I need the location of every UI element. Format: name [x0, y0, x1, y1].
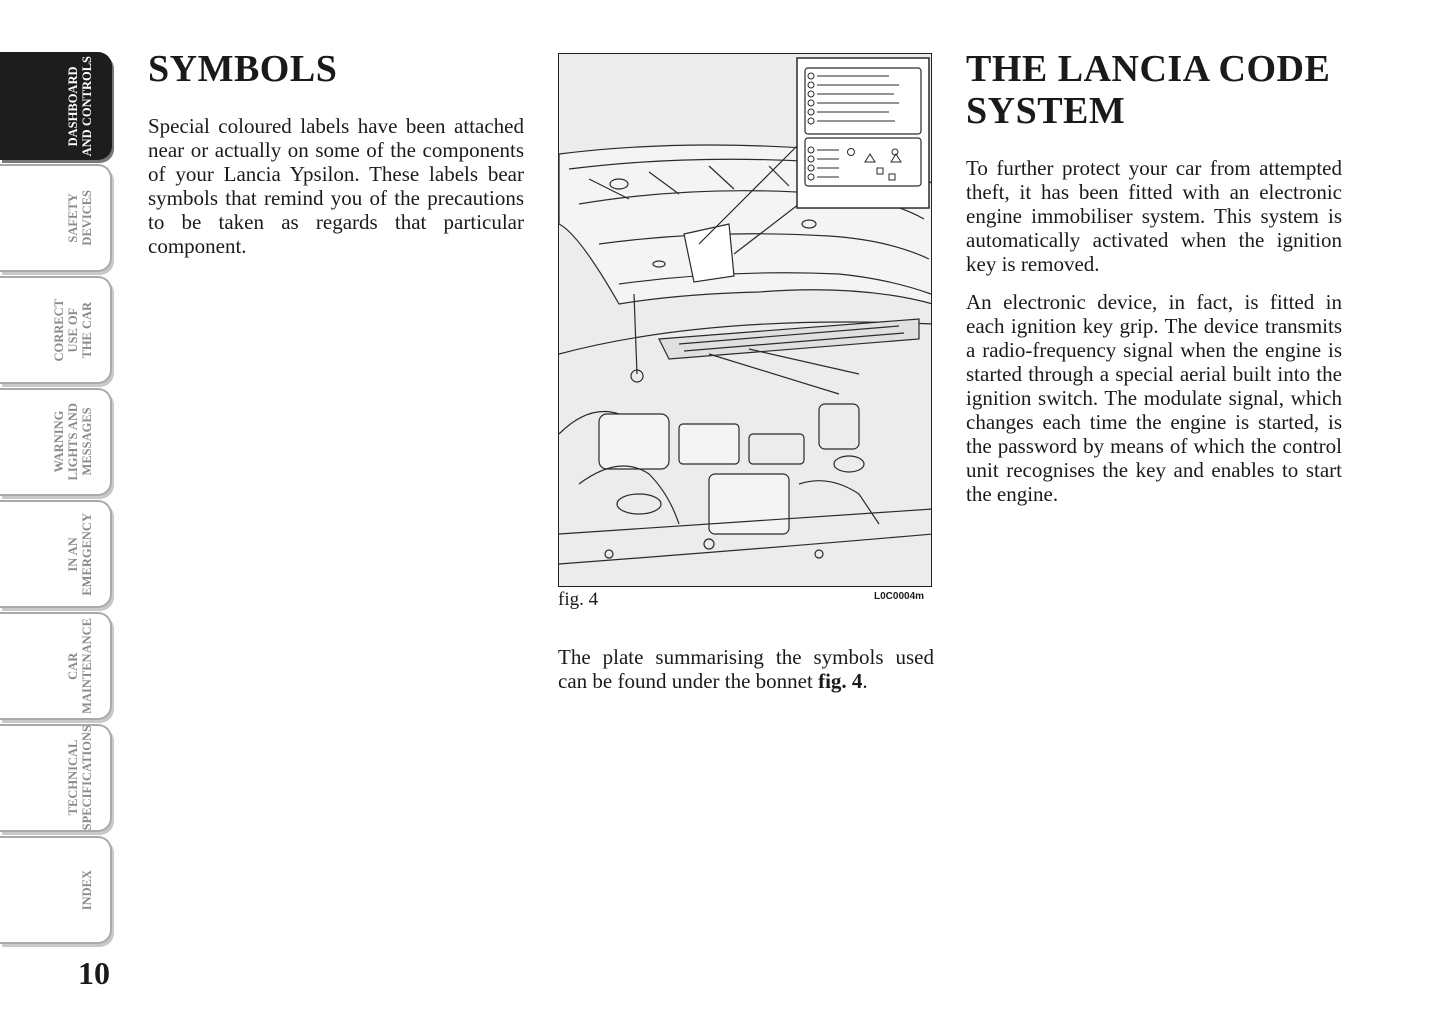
- tab-label: CORRECT USE OF THE CAR: [52, 298, 94, 362]
- figure-reference: fig. 4: [818, 669, 863, 693]
- tab-label: CAR MAINTENANCE: [66, 618, 94, 714]
- tab-car-maintenance[interactable]: [0, 612, 112, 720]
- lancia-code-paragraph-1: To further protect your car from attempted theft, it has been fitted with an electronic engine immobiliser system. This system is automatically activated when the ignition key is removed.: [966, 156, 1342, 276]
- figure-code: L0C0004m: [874, 591, 925, 602]
- tab-technical-specifications[interactable]: [0, 724, 112, 832]
- tab-correct-use-of-the-car[interactable]: [0, 276, 112, 384]
- tab-label: INDEX: [80, 869, 94, 911]
- figure-text-end: .: [862, 669, 868, 693]
- tab-label: SAFETY DEVICES: [66, 190, 94, 246]
- figure-text: The plate summarising the symbols used can be found under the bonnet: [558, 645, 934, 693]
- tab-warning-lights-and-messages[interactable]: [0, 388, 112, 496]
- tab-index[interactable]: [0, 836, 112, 944]
- figure-description: [558, 645, 934, 693]
- page-number: 10: [78, 955, 110, 991]
- symbols-paragraph: Special coloured labels have been attached near or actually on some of the components of your Lancia Ypsilon. These labels bear symbols that remind you of the precautions to be taken as regards that particular component.: [148, 114, 524, 258]
- lancia-code-section: [966, 48, 1342, 506]
- engine-bay-illustration: [558, 53, 932, 587]
- tab-in-an-emergency[interactable]: [0, 500, 112, 608]
- lancia-code-paragraph-2: An electronic device, in fact, is fitted in each ignition key grip. The device transmits a radio-frequency signal when the engine is started through a special aerial built into the ignition switch. The modulate signal, which changes each time the engine is started, is the password by means of which the control unit recognises the key and enables to start the engine.: [966, 290, 1342, 506]
- tab-dashboard-and-controls[interactable]: [0, 52, 112, 160]
- symbols-heading: SYMBOLS: [148, 48, 338, 90]
- tab-label: TECHNICAL SPECIFICATIONS: [66, 725, 94, 831]
- figure-paragraph: [558, 645, 934, 693]
- figure-caption: fig. 4: [558, 589, 599, 610]
- tab-safety-devices[interactable]: [0, 164, 112, 272]
- tab-label: IN AN EMERGENCY: [66, 512, 94, 596]
- tab-label: WARNING LIGHTS AND MESSAGES: [52, 403, 94, 481]
- lancia-code-heading: THE LANCIA CODE SYSTEM: [966, 48, 1331, 132]
- bonnet-open-drawing: [559, 54, 932, 587]
- tab-label: DASHBOARD AND CONTROLS: [66, 55, 94, 157]
- symbols-section: [148, 48, 524, 258]
